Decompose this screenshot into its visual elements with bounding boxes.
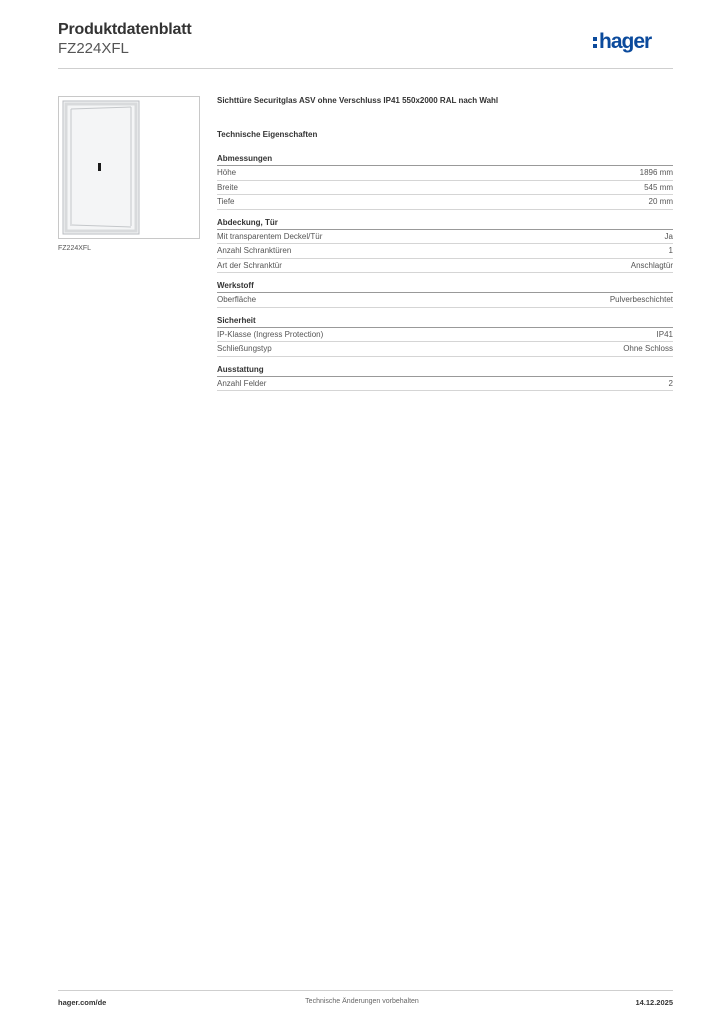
property-value: 2 [668,378,673,388]
product-description: Sichttüre Securitglas ASV ohne Verschluss IP41 550x2000 RAL nach Wahl [217,96,499,105]
property-label: IP-Klasse (Ingress Protection) [217,329,324,339]
property-label: Anzahl Felder [217,378,267,388]
property-row [217,244,673,259]
group-title: Werkstoff [217,279,673,293]
property-label: Höhe [217,168,237,177]
group-title: Sicherheit [217,314,673,328]
technical-properties-heading: Technische Eigenschaften [217,130,318,139]
property-label: Breite [217,182,238,192]
property-label: Mit transparentem Deckel/Tür [217,231,323,241]
logo-text: hager [599,30,652,53]
group-title: Abdeckung, Tür [217,216,673,230]
property-label: Oberfläche [217,295,257,304]
header-divider [58,68,673,69]
property-group [217,216,673,274]
property-label: Tiefe [217,197,235,206]
product-image [58,96,200,239]
property-row [217,293,673,308]
product-code: FZ224XFL [58,40,129,57]
footer-divider [58,990,673,991]
footer-website: hager.com/de [58,998,107,1007]
hager-logo [593,28,673,56]
image-caption: FZ224XFL [58,245,92,252]
property-value: IP41 [656,329,673,339]
group-title: Abmessungen [217,152,673,166]
group-title: Ausstattung [217,363,673,377]
property-groups [217,152,673,391]
property-row [217,259,673,274]
property-group [217,279,673,308]
property-row [217,195,673,210]
property-label: Anzahl Schranktüren [217,246,292,255]
property-value: Ohne Schloss [623,344,673,353]
property-row [217,181,673,196]
property-row [217,166,673,181]
property-value: 1 [668,246,673,255]
glass-door-icon [59,97,199,238]
property-value: 1896 mm [639,168,673,177]
property-value: 545 mm [644,182,673,192]
footer-disclaimer: Technische Änderungen vorbehalten [305,998,419,1005]
property-row [217,230,673,245]
footer-date: 14.12.2025 [635,998,673,1007]
property-value: 20 mm [648,197,673,206]
property-group [217,363,673,392]
property-group [217,314,673,357]
property-value: Ja [664,231,673,241]
property-group [217,152,673,210]
page-title: Produktdatenblatt [58,21,192,38]
property-row [217,377,673,392]
property-value: Pulverbeschichtet [609,295,673,304]
property-label: Schließungstyp [217,344,272,353]
property-value: Anschlagtür [630,260,673,270]
property-row [217,342,673,357]
property-label: Art der Schranktür [217,260,282,270]
property-row [217,328,673,343]
product-details [217,94,673,397]
